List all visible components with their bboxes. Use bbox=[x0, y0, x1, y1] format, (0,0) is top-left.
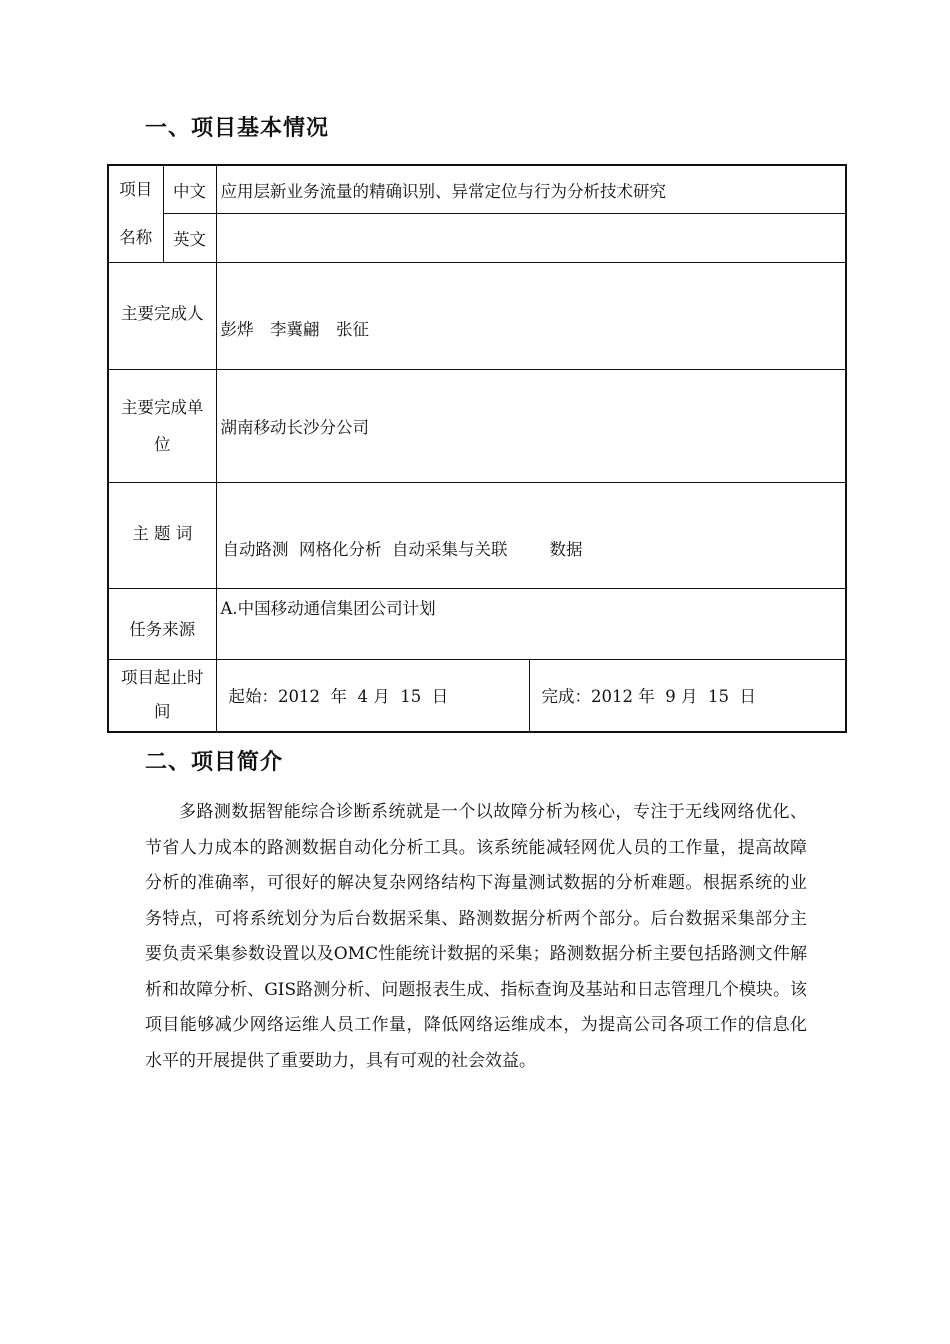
keywords-label: 主 题 词 bbox=[108, 483, 216, 589]
project-name-label-line1: 项目 bbox=[119, 180, 153, 199]
keywords-value: 自动路测 网格化分析 自动采集与关联 数据 bbox=[216, 483, 846, 589]
section-title-introduction: 二、项目简介 bbox=[145, 750, 284, 775]
unit-value: 湖南移动长沙分公司 bbox=[216, 370, 846, 483]
unit-label-line1: 主要完成单 bbox=[121, 398, 204, 417]
chinese-name-value: 应用层新业务流量的精确识别、异常定位与行为分析技术研究 bbox=[216, 165, 846, 214]
end-date-value: 完成：2012 年 9 月 15 日 bbox=[529, 660, 846, 732]
unit-label-line2: 位 bbox=[154, 435, 171, 454]
authors-label: 主要完成人 bbox=[108, 263, 216, 370]
unit-label bbox=[108, 370, 216, 483]
project-info-table bbox=[107, 164, 847, 733]
chinese-label: 中文 bbox=[163, 165, 216, 214]
source-label: 任务来源 bbox=[108, 589, 216, 660]
authors-value: 彭烨 李冀翩 张征 bbox=[216, 263, 846, 370]
period-label-line2: 间 bbox=[154, 702, 171, 722]
introduction-paragraph: 多路测数据智能综合诊断系统就是一个以故障分析为核心，专注于无线网络优化、节省人力成本的路测数据自动化分析工具。该系统能减轻网优人员的工作量，提高故障分析的准确率，可很好的解决复杂网络结构下海量测试数据的分析难题。根据系统的业务特点，可将系统划分为后台数据采集、路测数据分析两个部分。后台数据采集部分主要负责采集参数设置以及OMC性能统计数据的采集；路测数据分析主要包括路测文件解析和故障分析、GIS路测分析、问题报表生成、指标查询及基站和日志管理几个模块。该项目能够减少网络运维人员工作量，降低网络运维成本，为提高公司各项工作的信息化水平的开展提供了重要助力，具有可观的社会效益。 bbox=[145, 802, 807, 1071]
period-label-line1: 项目起止时 bbox=[121, 668, 204, 688]
english-name-value bbox=[216, 214, 846, 263]
project-name-label bbox=[108, 165, 163, 263]
period-label bbox=[108, 660, 216, 732]
section-title-basic-info: 一、项目基本情况 bbox=[145, 116, 330, 141]
english-label: 英文 bbox=[163, 214, 216, 263]
project-name-label-line2: 名称 bbox=[119, 228, 153, 247]
source-value: A.中国移动通信集团公司计划 bbox=[216, 589, 846, 660]
start-date-value: 起始：2012 年 4 月 15 日 bbox=[216, 660, 529, 732]
